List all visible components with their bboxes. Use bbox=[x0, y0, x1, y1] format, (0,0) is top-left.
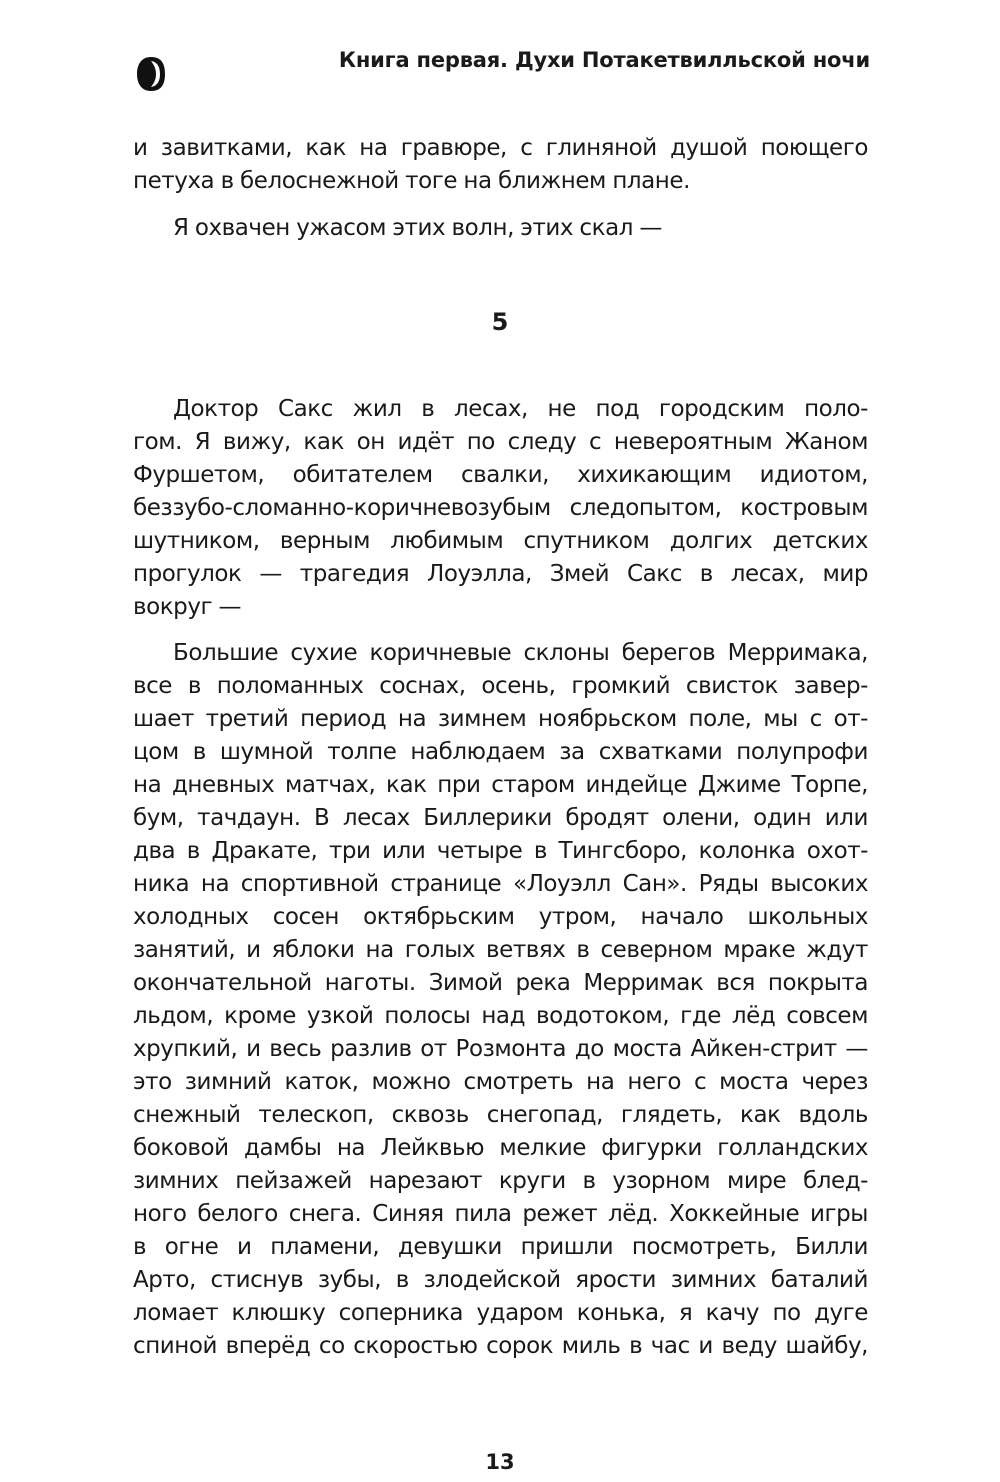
text-line: зимних пейзажей нарезают круги в узорном мире блед- bbox=[133, 1168, 868, 1194]
paragraph-1 bbox=[133, 393, 868, 624]
text-line: снежный телескоп, сквозь снегопад, глядеть, как вдоль bbox=[133, 1102, 868, 1128]
text-line: прогулок — трагедия Лоуэлла, Змей Сакс в лесах, мир bbox=[133, 561, 868, 587]
text-line: льдом, кроме узкой полосы над водотоком, где лёд совсем bbox=[133, 1003, 868, 1029]
text-line: это зимний каток, можно смотреть на него с моста через bbox=[133, 1069, 868, 1095]
text-line: все в поломанных соснах, осень, громкий свисток завер- bbox=[133, 673, 868, 699]
text-line: на дневных матчах, как при старом индейце Джиме Торпе, bbox=[133, 772, 868, 798]
intro-paragraph bbox=[133, 132, 868, 198]
crescent-moon-icon bbox=[136, 56, 166, 92]
text-line: Арто, стиснув зубы, в злодейской ярости зимних баталий bbox=[133, 1267, 868, 1293]
text-line: окончательной наготы. Зимой река Мерримак вся покрыта bbox=[133, 970, 868, 996]
text-line: холодных сосен октябрьским утром, начало школьных bbox=[133, 904, 868, 930]
text-line: в огне и пламени, девушки пришли посмотреть, Билли bbox=[133, 1234, 868, 1260]
text-line: шутником, верным любимым спутником долгих детских bbox=[133, 528, 868, 554]
text-line: беззубо-сломанно-коричневозубым следопытом, костровым bbox=[133, 495, 868, 521]
text-line: ника на спортивной странице «Лоуэлл Сан». Ряды высоких bbox=[133, 871, 868, 897]
text-line: ломает клюшку соперника ударом конька, я качу по дуге bbox=[133, 1300, 868, 1326]
text-line: бум, тачдаун. В лесах Биллерики бродят олени, один или bbox=[133, 805, 868, 831]
text-line: цом в шумной толпе наблюдаем за схватками полупрофи bbox=[133, 739, 868, 765]
section-number: 5 bbox=[491, 308, 509, 336]
text-line: два в Дракате, три или четыре в Тингсборо, колонка охот- bbox=[133, 838, 868, 864]
text-line: ного белого снега. Синяя пила режет лёд. Хоккейные игры bbox=[133, 1201, 868, 1227]
text-line: петуха в белоснежной тоге на ближнем плане. bbox=[133, 168, 690, 194]
page-header bbox=[130, 44, 870, 94]
intro-paragraph-2 bbox=[133, 212, 868, 245]
paragraph-2 bbox=[133, 637, 868, 1363]
text-line: Я охвачен ужасом этих волн, этих скал — bbox=[173, 215, 662, 241]
running-head: Книга первая. Духи Потакетвилльской ночи bbox=[338, 48, 870, 72]
page-number: 13 bbox=[485, 1450, 515, 1474]
text-line: Доктор Сакс жил в лесах, не под городским поло- bbox=[173, 396, 868, 422]
text-line: гом. Я вижу, как он идёт по следу с невероятным Жаном bbox=[133, 429, 868, 455]
text-line: Большие сухие коричневые склоны берегов Мерримака, bbox=[173, 640, 868, 666]
text-line: хрупкий, и весь разлив от Розмонта до моста Айкен-стрит — bbox=[133, 1036, 868, 1062]
text-line: боковой дамбы на Лейквью мелкие фигурки голландских bbox=[133, 1135, 868, 1161]
text-line: вокруг — bbox=[133, 594, 242, 620]
text-line: Фуршетом, обитателем свалки, хихикающим идиотом, bbox=[133, 462, 868, 488]
text-line: шает третий период на зимнем ноябрьском поле, мы с от- bbox=[133, 706, 868, 732]
text-line: и завитками, как на гравюре, с глиняной душой поющего bbox=[133, 135, 868, 161]
text-line: спиной вперёд со скоростью сорок миль в час и веду шайбу, bbox=[133, 1333, 868, 1359]
text-line: занятий, и яблоки на голых ветвях в северном мраке ждут bbox=[133, 937, 868, 963]
